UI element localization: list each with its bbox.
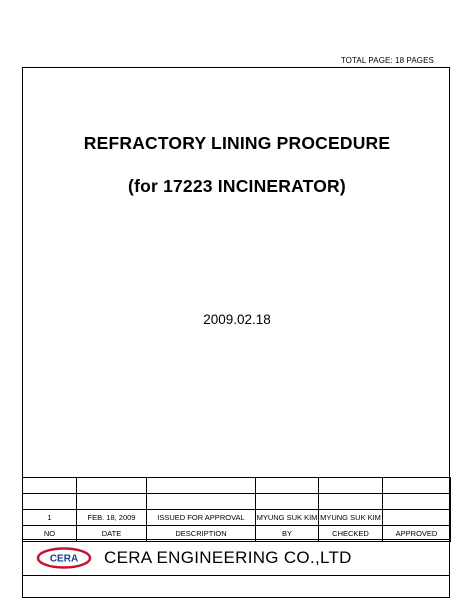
document-title: REFRACTORY LINING PROCEDURE [83, 133, 391, 153]
table-row [23, 510, 451, 526]
document-subtitle: (for 17223 INCINERATOR) [128, 176, 346, 196]
cell-approved [383, 494, 451, 510]
table-row [23, 494, 451, 510]
cell-checked [319, 494, 383, 510]
cell-no: 1 [23, 510, 77, 526]
table-row [23, 478, 451, 494]
cell-approved [383, 510, 451, 526]
company-footer [22, 539, 450, 576]
document-date: 2009.02.18 [203, 312, 271, 327]
cell-description [147, 494, 256, 510]
header-checked: CHECKED [319, 526, 383, 542]
logo-text: CERA [49, 553, 79, 564]
total-page-label: TOTAL PAGE: 18 PAGES [340, 56, 434, 65]
cell-description [147, 478, 256, 494]
cell-no [23, 478, 77, 494]
cell-description: ISSUED FOR APPROVAL [147, 510, 256, 526]
header-approved: APPROVED [383, 526, 451, 542]
cell-checked: MYUNG SUK KIM [319, 510, 383, 526]
cell-date [77, 478, 147, 494]
cell-by [256, 494, 319, 510]
cell-approved [383, 478, 451, 494]
cell-no [23, 494, 77, 510]
cell-by: MYUNG SUK KIM [256, 510, 319, 526]
header-description: DESCRIPTION [147, 526, 256, 542]
header-by: BY [256, 526, 319, 542]
company-name: CERA ENGINEERING CO.,LTD [104, 547, 352, 567]
revision-table [22, 477, 451, 542]
cell-checked [319, 478, 383, 494]
header-no: NO [23, 526, 77, 542]
cell-by [256, 478, 319, 494]
header-date: DATE [77, 526, 147, 542]
cell-date [77, 494, 147, 510]
cera-logo [36, 547, 92, 569]
cell-date: FEB. 18, 2009 [77, 510, 147, 526]
